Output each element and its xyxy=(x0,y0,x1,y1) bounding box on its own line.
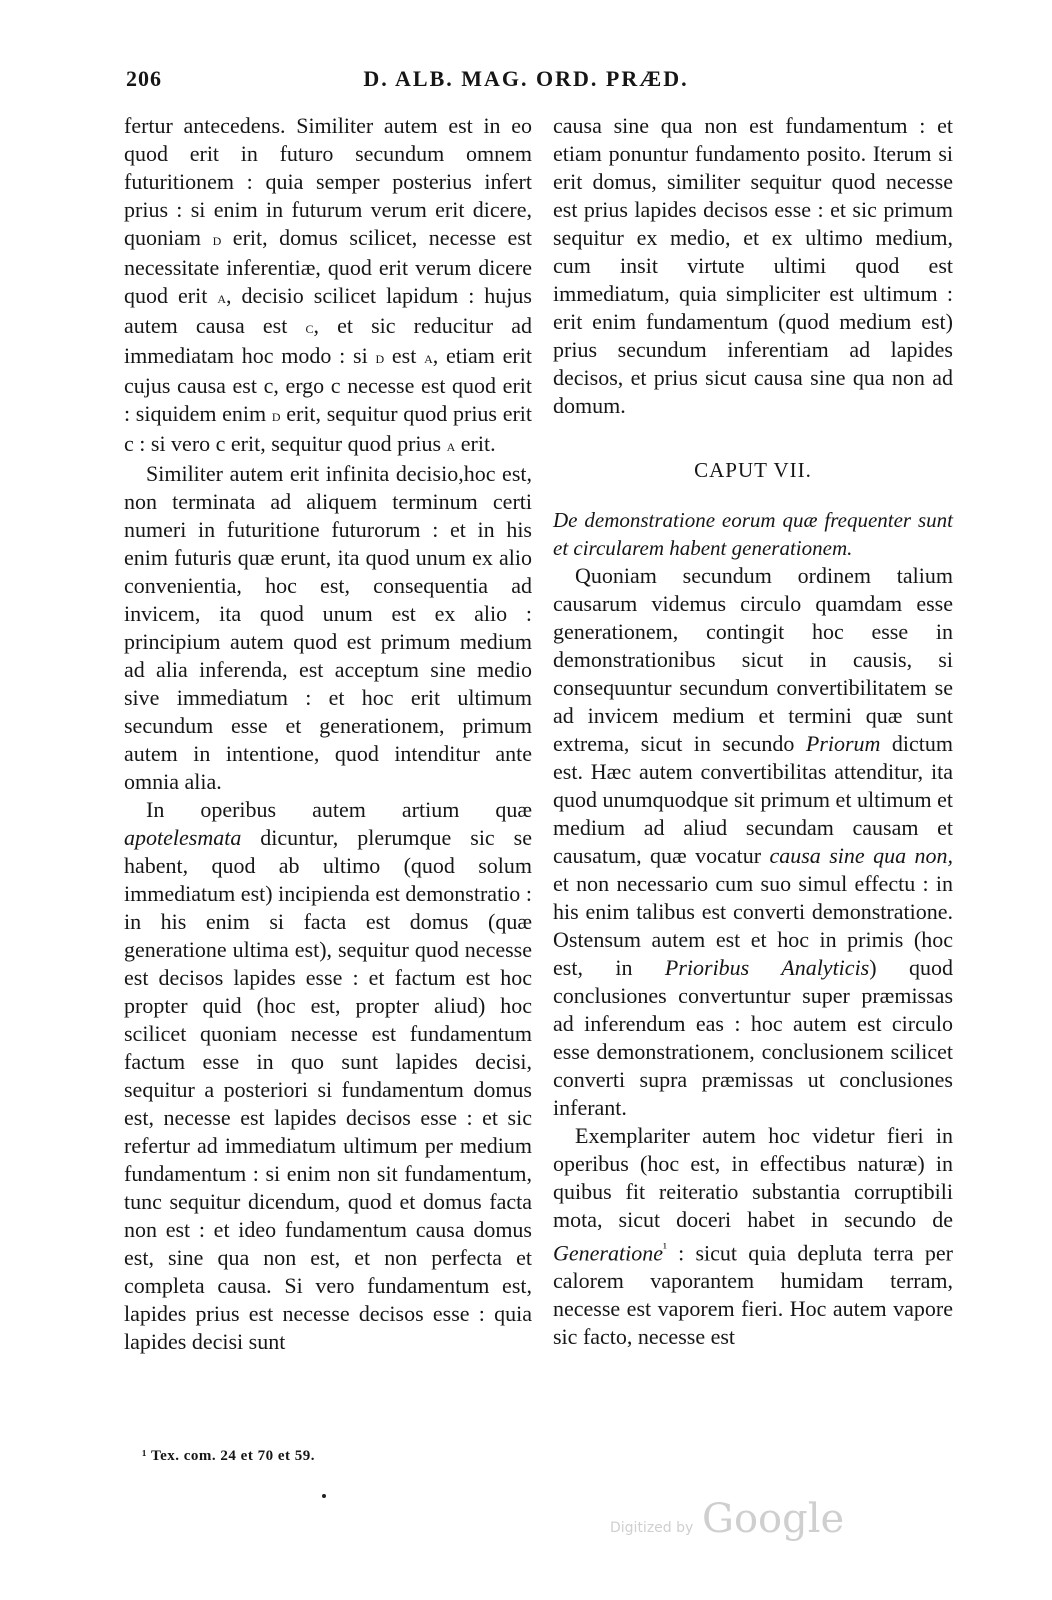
google-logo: Google xyxy=(702,1496,845,1542)
letter-a: a xyxy=(446,436,456,455)
right-paragraph-3: Exemplariter autem hoc videtur fieri in operibus (hoc est, in effectibus naturæ) in quibus fit reiteratio substantia corruptibili mota, sicut doceri habet in secundo de Generatione$^{^1}$ : sicut quia depluta terra per calorem vaporantem humidam terram, necesse est vaporem fieri. Hoc autem vapore sic facto, necesse est xyxy=(553,1123,953,1350)
left-paragraph-1: fertur antecedens. Similiter autem est in eo quod erit in futuro secundum omnem futuritionem : quia semper posterius infert prius : si enim in futurum verum erit dicere, quoniam d erit, domus scilicet, necesse est necessitate inferentiæ, quod erit verum dicere quod erit a, decisio scilicet lapidum : hujus autem causa est c, et sic reducitur ad immediatam hoc modo : si d est a, etiam erit cujus causa est c, ergo c necesse est quod erit : siquidem enim d erit, sequitur quod prius erit c : si vero c erit, sequitur quod prius a erit. xyxy=(124,113,533,456)
right-paragraph-1: causa sine qua non est fundamentum : et etiam ponuntur fundamento posito. Iterum si erit domus, similiter sequitur quod necesse est prius lapides decisos esse : et sic primum sequitur ex medio, et ex ultimo medium, cum insit virtute ultimi quod est immediatum, quia simpliciter est ultimum : erit enim fundamentum (quod medium est) prius secundum inferentiam ad lapides decisos, et prius sicut causa sine qua non ad domum. xyxy=(553,113,953,418)
left-paragraph-2: Similiter autem erit infinita decisio,hoc est, non terminata ad aliquem terminum certi numeri in futuritione futurorum : et in his enim futuris quæ erunt, ita quod unum ex alio convenientia, hoc est, consequentia ad invicem, ita quod unum est ex alio : principium autem quod est primum medium ad alia inferenda, est acceptum sine medio sive immediatum : et hoc erit ultimum secundum esse et generationem, primum autem in intentione, quod intenditur ante omnia alia. xyxy=(124,461,532,794)
running-title: D. ALB. MAG. ORD. PRÆD. xyxy=(363,66,689,91)
letter-c: c xyxy=(305,318,314,337)
letter-d: d xyxy=(271,406,281,425)
page-header xyxy=(0,66,1052,96)
italic-term: apotelesmata xyxy=(124,825,242,850)
footnote: ¹ Tex. com. 24 et 70 et 59. xyxy=(142,1448,315,1464)
right-column xyxy=(553,112,953,1351)
stray-dot xyxy=(322,1494,326,1498)
right-paragraph-2: Quoniam secundum ordinem talium causarum videmus circulo quamdam esse generationem, contingit hoc esse in demonstrationibus sicut in causis, si consequuntur secundum convertibilitatem se ad invicem medium et termini quæ sunt extrema, sicut in secundo Priorum dictum est. Hæc autem convertibilitas attenditur, ita quod unumquodque sit primum et ultimum et medium ad aliud secundam causam et causatum, quæ vocatur causa sine qua non, et non necessario cum suo simul effectu : in his enim talibus est converti demonstratione. Ostensum autem est et hoc in primis (hoc est, in Prioribus Analyticis) quod conclusiones convertuntur super præmissas ad inferendum eas : hoc autem est circulo esse demonstrationem, conclusionem scilicet converti supra præmissas ut conclusiones inferant. xyxy=(553,563,953,1120)
letter-d: d xyxy=(375,348,385,367)
chapter-heading: CAPUT VII. xyxy=(694,458,812,482)
watermark-caption: Digitized by xyxy=(610,1520,694,1536)
page-number: 206 xyxy=(126,66,162,91)
left-column xyxy=(124,112,532,1356)
letter-a: a xyxy=(217,288,226,307)
letter-d: d xyxy=(212,230,222,249)
left-paragraph-3: In operibus autem artium quæ apotelesmata dicuntur, plerumque sic se habent, quod ab ultimo (quod solum immediatum est) incipienda est demonstratio : in his enim si facta est domus (quæ generatione ultima est), sequitur quod necesse est decisos lapides esse : et factum est hoc propter quid (hoc est, propter aliud) hoc scilicet quoniam necesse est fundamentum factum esse in quo sunt lapides decisi, sequitur a posteriori si fundamentum domus est, necesse est lapides decisos esse : et sic refertur ad immediatum ultimum per medium fundamentum : si enim non sit fundamentum, tunc sequitur dicendum, quod et domus facta non est : et ideo fundamentum causa domus est, sine qua non est, et non perfecta et completa causa. Si vero fundamentum est, lapides prius est necesse decisos esse : quia lapides decisi sunt xyxy=(124,797,532,1354)
chapter-title: De demonstratione eorum quæ frequenter sunt et circularem habent generationem. xyxy=(553,508,953,560)
footnote-marker: ¹ xyxy=(662,1240,667,1255)
letter-a: a xyxy=(424,348,433,367)
